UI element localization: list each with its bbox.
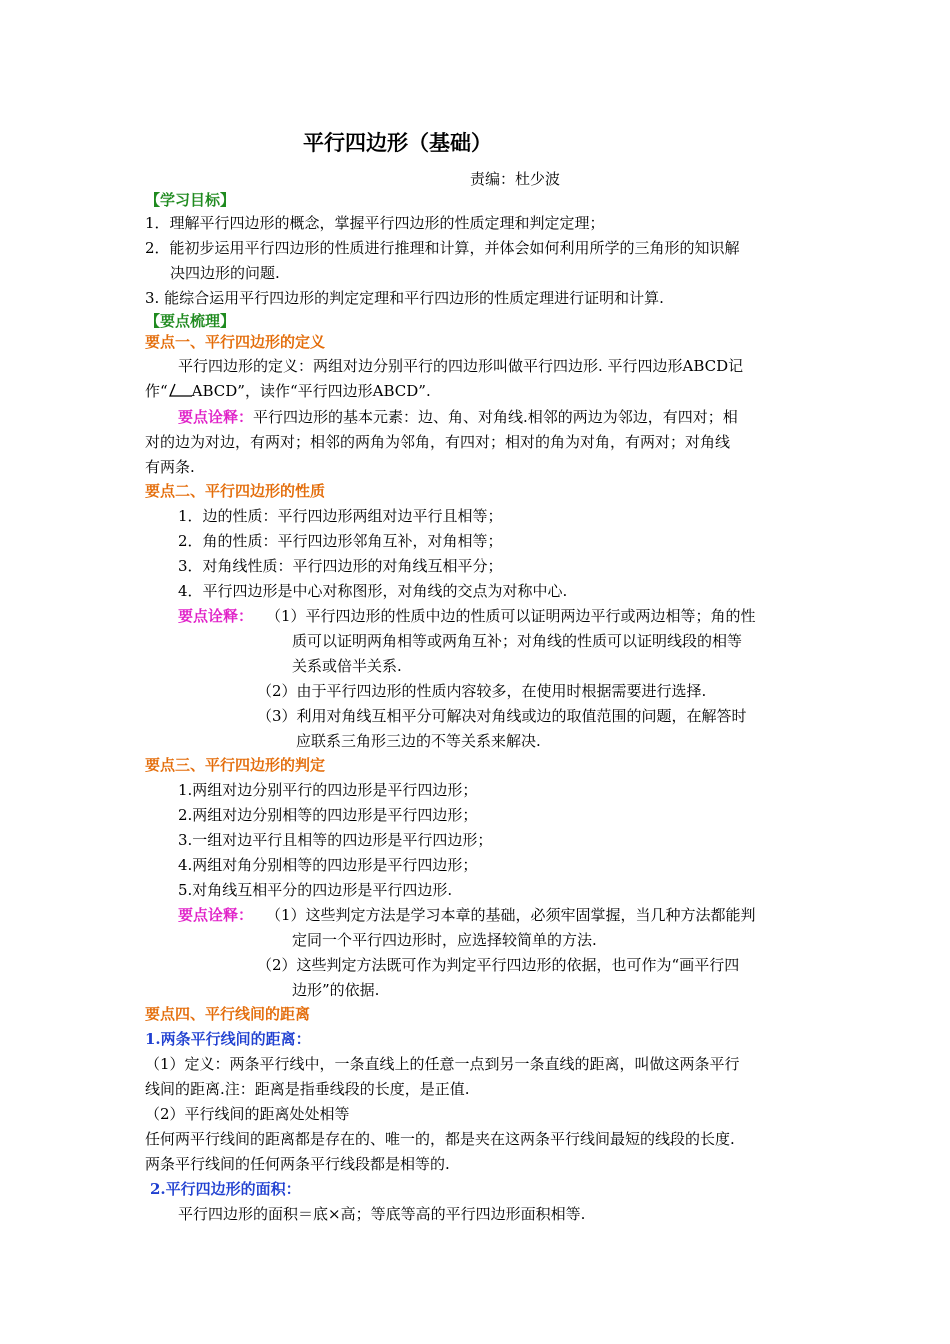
point2-note-line: 关系或倍半关系. <box>292 657 402 675</box>
point3-note-line: 定同一个平行四边形时，应选择较简单的方法. <box>292 931 597 949</box>
point2-heading: 要点二、平行四边形的性质 <box>145 482 326 500</box>
point4-line: 线间的距离.注：距离是指垂线段的长度，是正值. <box>145 1080 470 1098</box>
page-title: 平行四边形（基础） <box>303 130 492 155</box>
editor-line: 责编：杜少波 <box>470 170 561 188</box>
point2-note-line: 质可以证明两角相等或两角互补；对角线的性质可以证明线段的相等 <box>292 632 743 650</box>
point2-note-line: （2）由于平行四边形的性质内容较多，在使用时根据需要进行选择. <box>257 682 707 700</box>
point2-note-line: 应联系三角形三边的不等关系来解决. <box>296 732 541 750</box>
point1-note-line <box>178 406 738 428</box>
point2-note-line: （1）平行四边形的性质中边的性质可以证明两边平行或两边相等；角的性 <box>266 607 756 625</box>
point3-note-line: （2）这些判定方法既可作为判定平行四边形的依据，也可作为“画平行四 <box>257 956 740 974</box>
point3-note-line: 边形”的依据. <box>292 981 380 999</box>
note-label: 要点诠释： <box>178 906 254 924</box>
point3-heading: 要点三、平行四边形的判定 <box>145 756 326 774</box>
objective-item: 2．能初步运用平行四边形的性质进行推理和计算，并体会如何利用所学的三角形的知识解 <box>145 239 740 257</box>
parallelogram-symbol-icon <box>168 384 192 396</box>
point4-subheading: 2.平行四边形的面积： <box>150 1180 301 1198</box>
objective-item: 1．理解平行四边形的概念，掌握平行四边形的性质定理和判定定理； <box>145 214 605 232</box>
point2-item: 3．对角线性质：平行四边形的对角线互相平分； <box>178 557 503 575</box>
point2-item: 4．平行四边形是中心对称图形，对角线的交点为对称中心. <box>178 582 568 600</box>
note-label: 要点诠释： <box>178 607 254 625</box>
point1-definition-line <box>145 380 431 402</box>
objective-item: 3. 能综合运用平行四边形的判定定理和平行四边形的性质定理进行证明和计算. <box>145 289 664 307</box>
point4-heading: 要点四、平行线间的距离 <box>145 1005 311 1023</box>
point3-note-line: （1）这些判定方法是学习本章的基础，必须牢固掌握，当几种方法都能判 <box>266 906 756 924</box>
summary-heading: 【要点梳理】 <box>145 312 236 330</box>
point1-note-line: 对的边为对边，有两对；相邻的两角为邻角，有四对；相对的角为对角，有两对；对角线 <box>145 433 731 451</box>
point4-area-line: 平行四边形的面积＝底×高；等底等高的平行四边形面积相等. <box>178 1205 586 1223</box>
point1-note-line: 有两条. <box>145 458 195 476</box>
point1-definition-line: 平行四边形的定义：两组对边分别平行的四边形叫做平行四边形. 平行四边形ABCD记 <box>178 357 744 375</box>
objectives-heading: 【学习目标】 <box>145 191 236 209</box>
point3-item: 2.两组对边分别相等的四边形是平行四边形； <box>178 806 478 824</box>
point2-item: 2．角的性质：平行四边形邻角互补，对角相等； <box>178 532 503 550</box>
point3-item: 3.一组对边平行且相等的四边形是平行四边形； <box>178 831 493 849</box>
point3-item: 5.对角线互相平分的四边形是平行四边形. <box>178 881 453 899</box>
objective-item-cont: 决四边形的问题. <box>170 264 280 282</box>
note-text: 平行四边形的基本元素：边、角、对角线.相邻的两边为邻边，有四对；相 <box>253 408 738 426</box>
point2-note-line: （3）利用对角线互相平分可解决对角线或边的取值范围的问题，在解答时 <box>257 707 747 725</box>
point3-item: 1.两组对边分别平行的四边形是平行四边形； <box>178 781 478 799</box>
point1-def-text-b: ABCD”，读作“平行四边形ABCD”. <box>191 382 431 400</box>
point4-line: （1）定义：两条平行线中，一条直线上的任意一点到另一条直线的距离，叫做这两条平行 <box>145 1055 740 1073</box>
point4-line: （2）平行线间的距离处处相等 <box>145 1105 350 1123</box>
point4-subheading: 1.两条平行线间的距离： <box>145 1030 311 1048</box>
point4-line: 两条平行线间的任何两条平行线段都是相等的. <box>145 1155 450 1173</box>
point4-line: 任何两平行线间的距离都是存在的、唯一的，都是夹在这两条平行线间最短的线段的长度. <box>145 1130 735 1148</box>
point2-item: 1．边的性质：平行四边形两组对边平行且相等； <box>178 507 503 525</box>
point1-heading: 要点一、平行四边形的定义 <box>145 333 326 351</box>
note-label: 要点诠释： <box>178 408 254 426</box>
point3-item: 4.两组对角分别相等的四边形是平行四边形； <box>178 856 478 874</box>
point1-def-text-a: 作“ <box>145 382 168 400</box>
